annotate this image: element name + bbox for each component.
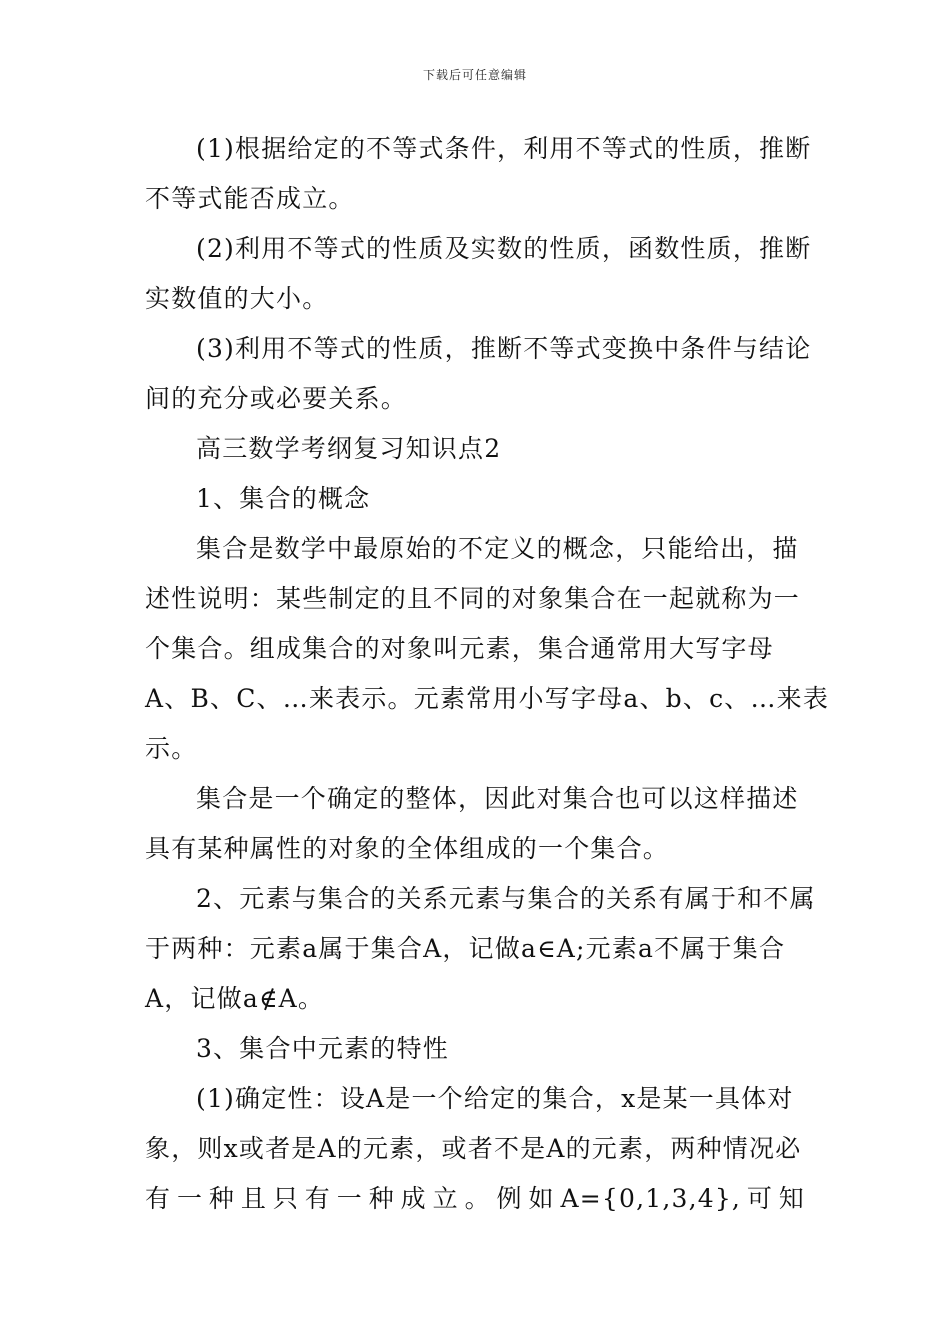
paragraph-line: 有一种且只有一种成立。例如A={0,1,3,4},可知 — [145, 1184, 805, 1213]
paragraph-line: (1)根据给定的不等式条件，利用不等式的性质，推断 — [196, 134, 812, 163]
paragraph-line: 集合是一个确定的整体，因此对集合也可以这样描述 — [196, 784, 799, 813]
paragraph-line: 于两种：元素a属于集合A，记做a∈A;元素a不属于集合 — [145, 934, 786, 963]
paragraph-line: 具有某种属性的对象的全体组成的一个集合。 — [145, 834, 670, 863]
paragraph-line: A、B、C、…来表示。元素常用小写字母a、b、c、…来表 — [145, 684, 830, 713]
paragraph-line: 2、元素与集合的关系元素与集合的关系有属于和不属 — [196, 884, 816, 913]
paragraph-line: 象，则x或者是A的元素，或者不是A的元素，两种情况必 — [145, 1134, 802, 1163]
paragraph-line: (1)确定性：设A是一个给定的集合，x是某一具体对 — [196, 1084, 794, 1113]
paragraph-line: 间的充分或必要关系。 — [145, 384, 408, 413]
paragraph-line: (3)利用不等式的性质，推断不等式变换中条件与结论 — [196, 334, 812, 363]
paragraph-line: A，记做a∉A。 — [145, 984, 325, 1013]
paragraph-line: (2)利用不等式的性质及实数的性质，函数性质，推断 — [196, 234, 812, 263]
paragraph-line: 实数值的大小。 — [145, 284, 329, 313]
paragraph-line: 不等式能否成立。 — [145, 184, 355, 213]
subsection-heading: 1、集合的概念 — [196, 484, 371, 513]
paragraph-line: 个集合。组成集合的对象叫元素，集合通常用大写字母 — [145, 634, 774, 663]
paragraph-line: 集合是数学中最原始的不定义的概念，只能给出，描 — [196, 534, 799, 563]
paragraph-line: 示。 — [145, 734, 198, 763]
page-header: 下载后可任意编辑 — [422, 68, 527, 82]
subsection-heading: 3、集合中元素的特性 — [196, 1034, 449, 1063]
paragraph-line: 述性说明：某些制定的且不同的对象集合在一起就称为一 — [145, 584, 801, 613]
section-heading: 高三数学考纲复习知识点2 — [196, 434, 502, 463]
